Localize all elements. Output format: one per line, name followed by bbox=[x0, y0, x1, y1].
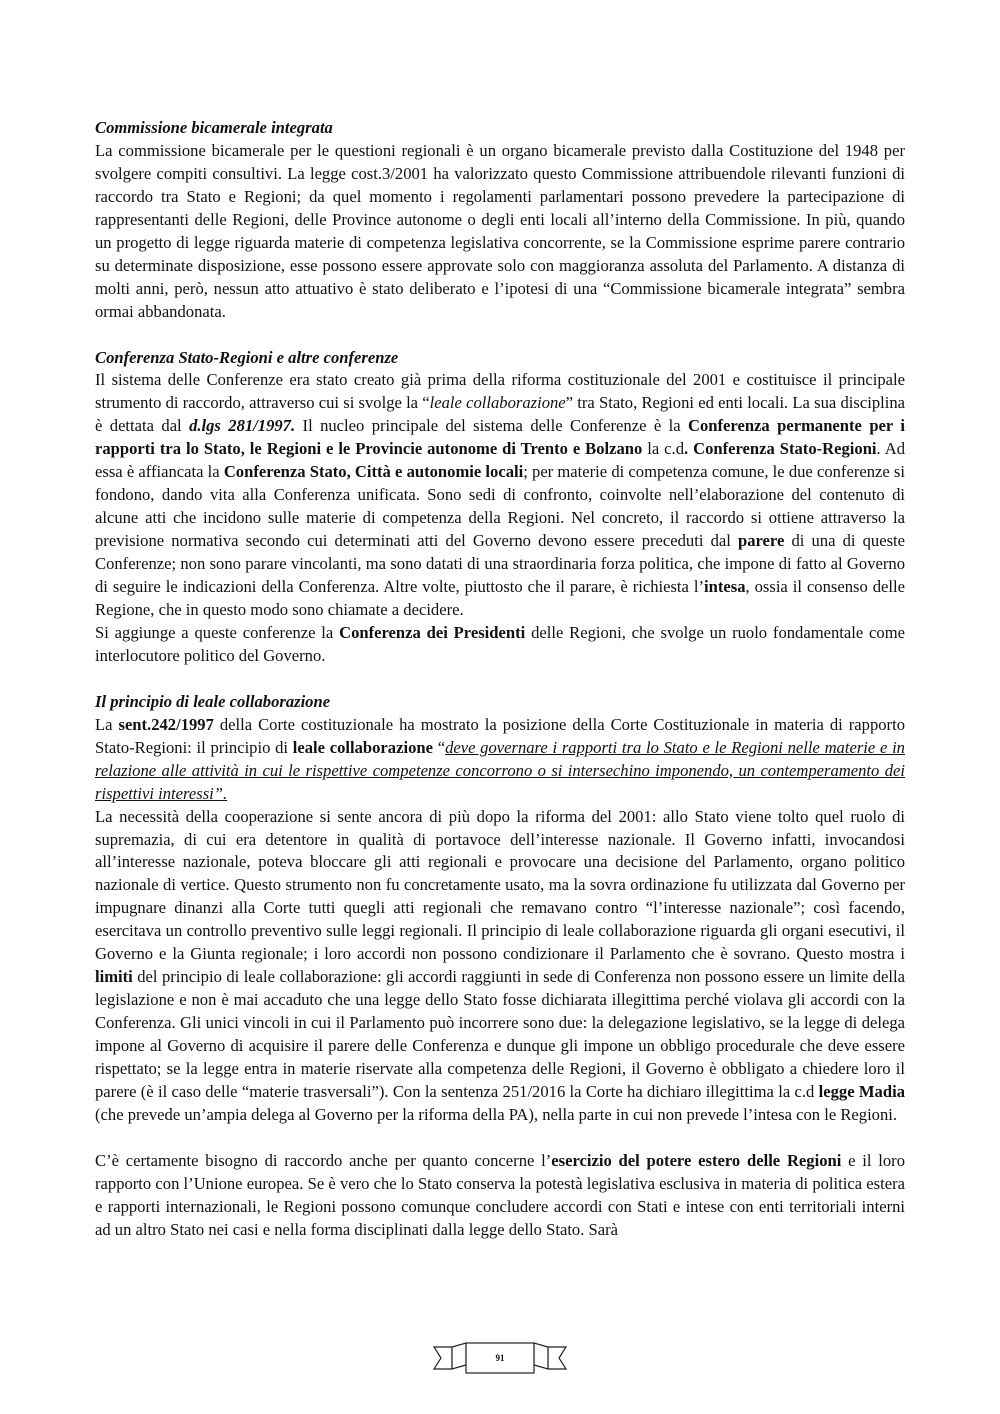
paragraph-cooperazione: La necessità della cooperazione si sente ancora di più dopo la riforma del 2001: allo Stato viene tolto quel ruolo di supremazia, di cui era detentore in qualità di portavoce dell’interesse nazionale. Il Governo infatti, invocandosi all’interesse nazionale, poteva bloccare gli atti regionali e provocare una decisione del Parlamento, organo politico nazionale di vertice. Questo strumento non fu concretamente usato, ma la sovra ordinazione fu utilizzata dal Governo per impugnare dinanzi alla Corte tutti quegli atti regionali che remavano contro “l’interesse nazionale”; così facendo, esercitava un controllo preventivo sulle leggi regionali. Il principio di leale collaborazione riguarda gli organi esecutivi, il Governo e la Giunta regionale; i loro accordi non possono condizionare il Parlamento che è sovrano. Questo mostra i limiti del principio di leale collaborazione: gli accordi raggiunti in sede di Conferenza non possono essere un limite della legislazione e non è mai accaduto che una legge dello Stato fosse dichiarata illegittima perché violava gli accordi con la Conferenza. Gli unici vincoli in cui il Parlamento può incorrere sono due: la delegazione legislativo, se la legge di delega impone al Governo di acquisire il parere delle Conferenza e dunque gli impone un obbligo procedurale che deve essere rispettato; se la legge entra in materie riservate alla competenza delle Regioni, il Governo è obbligato a chiedere loro il parere (è il caso delle “materie trasversali”). Con la sentenza 251/2016 la Corte ha dichiaro illegittima la c.d legge Madia (che prevede un’ampia delega al Governo per la riforma della PA), nella parte in cui non prevede l’intesa con le Regioni. bbox=[95, 806, 905, 1124]
section-heading-leale-collaborazione: Il principio di leale collaborazione bbox=[95, 691, 331, 711]
section-heading-commissione: Commissione bicamerale integrata bbox=[95, 118, 333, 137]
paragraph-potere-estero: C’è certamente bisogno di raccordo anche per quanto concerne l’esercizio del potere estero delle Regioni e il loro rapporto con l’Unione europea. Se è vero che lo Stato conserva la potestà legislativa esclusiva in materia di politica estera e rapporti internazionali, le Regioni possono comunque concludere accordi con Stati e intese con enti territoriali interni ad un altro Stato nei casi e nella forma disciplinati dalla legge dello Stato. Sarà bbox=[95, 1150, 905, 1239]
page-number-banner bbox=[432, 1341, 568, 1375]
paragraph-spacer bbox=[95, 1127, 905, 1150]
paragraph-conferenze: Il sistema delle Conferenze era stato creato già prima della riforma costituzionale del 2001 e costituisce il principale strumento di raccordo, attraverso cui si svolge la “leale collaborazione” tra Stato, Regioni ed enti locali. La sua disciplina è dettata dal d.lgs 281/1997. Il nucleo principale del sistema delle Conferenze è la Conferenza permanente per i rapporti tra lo Stato, le Regioni e le Provincie autonome di Trento e Bolzano la c.d. Conferenza Stato-Regioni. Ad essa è affiancata la Conferenza Stato, Città e autonomie locali; per materie di competenza comune, le due conferenze si fondono, dando vita alla Conferenza unificata. Sono sedi di confronto, coinvolte nell’elaborazione del contenuto di alcune atti che incidono sulle materie di competenza della Regioni. Nel concreto, il raccordo si ottiene attraverso la previsione normativa secondo cui determinati atti del Governo devono essere preceduti dal parere di una di queste Conferenze; non sono parare vincolanti, ma sono datati di una straordinaria forza politica, che impone di fatto al Governo di seguire le indicazioni della Conferenza. Altre volte, piuttosto che il parare, è richiesta l’intesa, ossia il consenso delle Regione, che in questo modo sono chiamate a decidere. bbox=[95, 370, 906, 619]
paragraph-sentenza: La sent.242/1997 della Corte costituzionale ha mostrato la posizione della Corte Costituzionale in materia di rapporto Stato-Regioni: il principio di leale collaborazione “deve governare i rapporti tra lo Stato e le Regioni nelle materie e in relazione alle attività in cui le rispettive competenze concorrono o si intersechino imponendo, un contemperamento dei rispettivi interessi”. bbox=[95, 714, 905, 803]
paragraph-conferenza-presidenti: Si aggiunge a queste conferenze la Conferenza dei Presidenti delle Regioni, che svolge un ruolo fondamentale come interlocutore politico del Governo. bbox=[95, 622, 905, 665]
quoted-citation: deve governare i rapporti tra lo Stato e le Regioni nelle materie e in relazione alle attività in cui le rispettive competenze concorrono o si intersechino imponendo, un contemperamento dei rispettivi interessi”. bbox=[95, 737, 905, 803]
paragraph-spacer bbox=[95, 324, 905, 347]
document-page bbox=[95, 117, 905, 1242]
paragraph-commissione: La commissione bicamerale per le questioni regionali è un organo bicamerale previsto dalla Costituzione del 1948 per svolgere compiti consultivi. La legge cost.3/2001 ha valorizzato questo Commissione attribuendole rilevanti funzioni di raccordo tra Stato e Regioni; da quel momento i regolamenti parlamentari possono prevedere la partecipazione di rappresentanti delle Regioni, delle Province autonome o degli enti locali all’interno della Commissione. In più, quando un progetto di legge riguarda materie di competenza legislativa concorrente, se la Commissione esprime parere contrario su determinate disposizione, esse possono essere approvate solo con maggioranza assoluta del Parlamento. A distanza di molti anni, però, nessun atto attuativo è stato deliberato e l’ipotesi di una “Commissione bicamerale integrata” sembra ormai abbandonata. bbox=[95, 140, 905, 321]
page-number: 91 bbox=[495, 1353, 505, 1363]
section-heading-conferenza: Conferenza Stato-Regioni e altre conferenze bbox=[95, 347, 399, 367]
paragraph-spacer bbox=[95, 668, 905, 691]
